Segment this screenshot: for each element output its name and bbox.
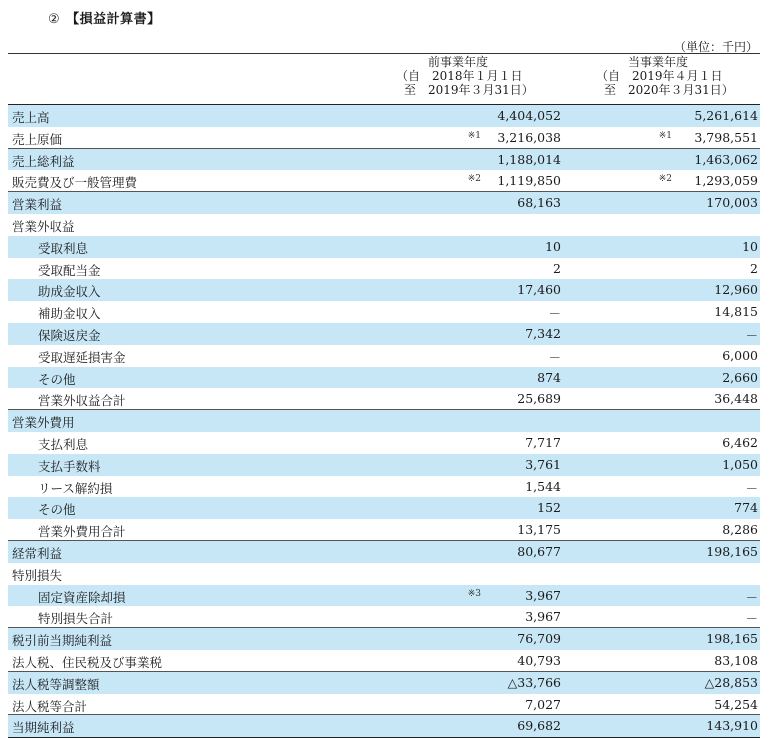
row-value-cur: 2,660 <box>722 369 758 385</box>
table-row <box>8 476 760 498</box>
row-value-cur: 54,254 <box>714 696 758 712</box>
row-label: 受取利息 <box>38 240 89 256</box>
table-row <box>8 432 760 454</box>
row-label: 営業利益 <box>12 197 63 213</box>
table-row <box>8 388 760 410</box>
row-value-prev: 40,793 <box>517 652 561 668</box>
table-row <box>8 236 760 258</box>
row-value-prev: 1,119,850 <box>497 173 561 189</box>
row-value-prev: 80,677 <box>517 543 561 559</box>
row-label: その他 <box>38 502 76 518</box>
row-value-prev: 10 <box>545 238 561 254</box>
row-value-cur: － <box>745 327 758 343</box>
unit-label: （単位：千円） <box>673 40 758 54</box>
row-value-cur: 1,293,059 <box>694 173 758 189</box>
header-cur-from: （自 2019年４月１日 <box>596 69 723 83</box>
row-label: リース解約損 <box>38 480 113 496</box>
row-label: 法人税、住民税及び事業税 <box>12 654 163 670</box>
row-label: その他 <box>38 371 76 387</box>
row-note-cur: ※2 <box>658 174 672 185</box>
table-row <box>8 650 760 672</box>
row-value-cur: 14,815 <box>714 304 758 320</box>
row-value-prev: 13,175 <box>517 522 561 538</box>
table-row <box>8 214 760 236</box>
income-statement-table <box>8 104 760 738</box>
row-note-prev: ※1 <box>467 130 481 141</box>
row-value-prev: 7,342 <box>525 325 561 341</box>
table-row <box>8 672 760 694</box>
table-row <box>8 127 760 149</box>
row-label: 受取配当金 <box>38 262 101 278</box>
table-row <box>8 694 760 716</box>
table-row <box>8 105 760 127</box>
table-row <box>8 541 760 563</box>
header-prev-from: （自 2018年１月１日 <box>396 69 523 83</box>
table-row <box>8 715 760 737</box>
row-label: 営業外費用合計 <box>38 524 126 540</box>
row-value-prev: 4,404,052 <box>497 108 561 123</box>
header-prev-title: 前事業年度 <box>428 55 489 69</box>
row-value-prev: 69,682 <box>517 718 561 734</box>
row-label: 特別損失合計 <box>38 611 114 627</box>
row-value-prev: － <box>548 349 561 365</box>
table-row <box>8 279 760 301</box>
header-prev-to: 至 2019年３月31日） <box>404 83 534 97</box>
row-label: 支払手数料 <box>38 458 101 474</box>
table-row <box>8 149 760 171</box>
row-label: 支払利息 <box>38 436 89 452</box>
table-row <box>8 258 760 280</box>
row-value-prev: 3,967 <box>525 609 561 625</box>
row-value-cur: 36,448 <box>714 391 758 407</box>
row-value-cur: － <box>745 589 758 605</box>
row-value-prev: 25,689 <box>517 391 561 407</box>
row-value-prev: 7,027 <box>525 696 561 712</box>
row-value-cur: 10 <box>742 238 758 254</box>
table-row <box>8 345 760 367</box>
header-prev-period <box>396 55 556 97</box>
table-row <box>8 301 760 323</box>
row-label: 売上原価 <box>12 131 63 147</box>
row-value-prev: 1,544 <box>525 478 561 494</box>
row-value-cur: 1,463,062 <box>694 151 758 167</box>
table-row <box>8 519 760 541</box>
row-value-prev: － <box>548 306 561 322</box>
row-value-prev: 68,163 <box>517 195 561 211</box>
row-value-prev: 1,188,014 <box>497 151 561 167</box>
row-value-cur: 198,165 <box>706 631 758 647</box>
section-number: ② <box>48 12 61 27</box>
row-label: 助成金収入 <box>38 284 101 300</box>
row-value-prev: 152 <box>537 500 561 516</box>
row-value-prev: △33,766 <box>507 674 561 690</box>
statement-title-text: 【損益計算書】 <box>66 12 161 27</box>
row-value-prev: 2 <box>553 260 561 276</box>
row-label: 売上総利益 <box>12 153 75 169</box>
table-row <box>8 170 760 192</box>
header-top-rule <box>8 53 760 54</box>
row-value-cur: 83,108 <box>714 652 758 668</box>
row-value-cur: 1,050 <box>722 456 758 472</box>
table-row <box>8 606 760 628</box>
row-value-cur: 6,000 <box>722 347 758 363</box>
row-value-cur: 2 <box>750 260 758 276</box>
table-row <box>8 497 760 519</box>
row-label: 営業外収益 <box>12 218 75 234</box>
row-value-cur: 774 <box>734 500 758 516</box>
row-note-prev: ※2 <box>467 174 481 185</box>
table-row <box>8 454 760 476</box>
row-label: 税引前当期純利益 <box>12 633 113 649</box>
row-value-prev: 7,717 <box>525 434 561 450</box>
row-value-cur: 5,261,614 <box>694 108 758 123</box>
row-value-prev: 3,216,038 <box>497 129 561 145</box>
row-value-prev: 3,967 <box>525 587 561 603</box>
row-label: 営業外収益合計 <box>38 393 126 409</box>
header-cur-to: 至 2020年３月31日） <box>604 83 734 97</box>
header-cur-title: 当事業年度 <box>628 55 689 69</box>
table-row <box>8 192 760 214</box>
row-value-cur: 170,003 <box>706 195 758 211</box>
row-value-cur: 6,462 <box>722 434 758 450</box>
header-cur-period <box>596 55 756 97</box>
table-row <box>8 323 760 345</box>
table-row <box>8 410 760 432</box>
row-value-prev: 17,460 <box>517 282 561 298</box>
row-value-cur: △28,853 <box>704 674 758 690</box>
row-value-cur: 8,286 <box>722 522 758 538</box>
row-label: 当期純利益 <box>12 720 75 736</box>
row-value-cur: 3,798,551 <box>694 129 758 145</box>
row-value-prev: 76,709 <box>517 631 561 647</box>
row-label: 保険返戻金 <box>38 327 101 343</box>
row-label: 補助金収入 <box>38 306 101 322</box>
row-label: 法人税等調整額 <box>12 676 100 692</box>
row-value-cur: 12,960 <box>714 282 758 298</box>
table-row <box>8 628 760 650</box>
row-value-prev: 874 <box>537 369 561 385</box>
row-value-prev: 3,761 <box>525 456 561 472</box>
row-label: 法人税等合計 <box>12 698 88 714</box>
table-row <box>8 563 760 585</box>
row-value-cur: － <box>745 480 758 496</box>
row-label: 売上高 <box>12 110 50 125</box>
row-value-cur: － <box>745 611 758 627</box>
row-label: 固定資産除却損 <box>38 589 126 605</box>
row-value-cur: 143,910 <box>706 718 758 734</box>
row-label: 営業外費用 <box>12 415 75 431</box>
statement-title <box>48 8 161 27</box>
table-row <box>8 585 760 607</box>
row-note-prev: ※3 <box>467 588 481 599</box>
row-value-cur: 198,165 <box>706 543 758 559</box>
row-label: 受取遅延損害金 <box>38 349 126 365</box>
row-label: 特別損失 <box>12 567 63 583</box>
table-row <box>8 367 760 389</box>
row-label: 経常利益 <box>12 545 63 561</box>
row-note-cur: ※1 <box>658 130 672 141</box>
row-label: 販売費及び一般管理費 <box>12 175 138 191</box>
